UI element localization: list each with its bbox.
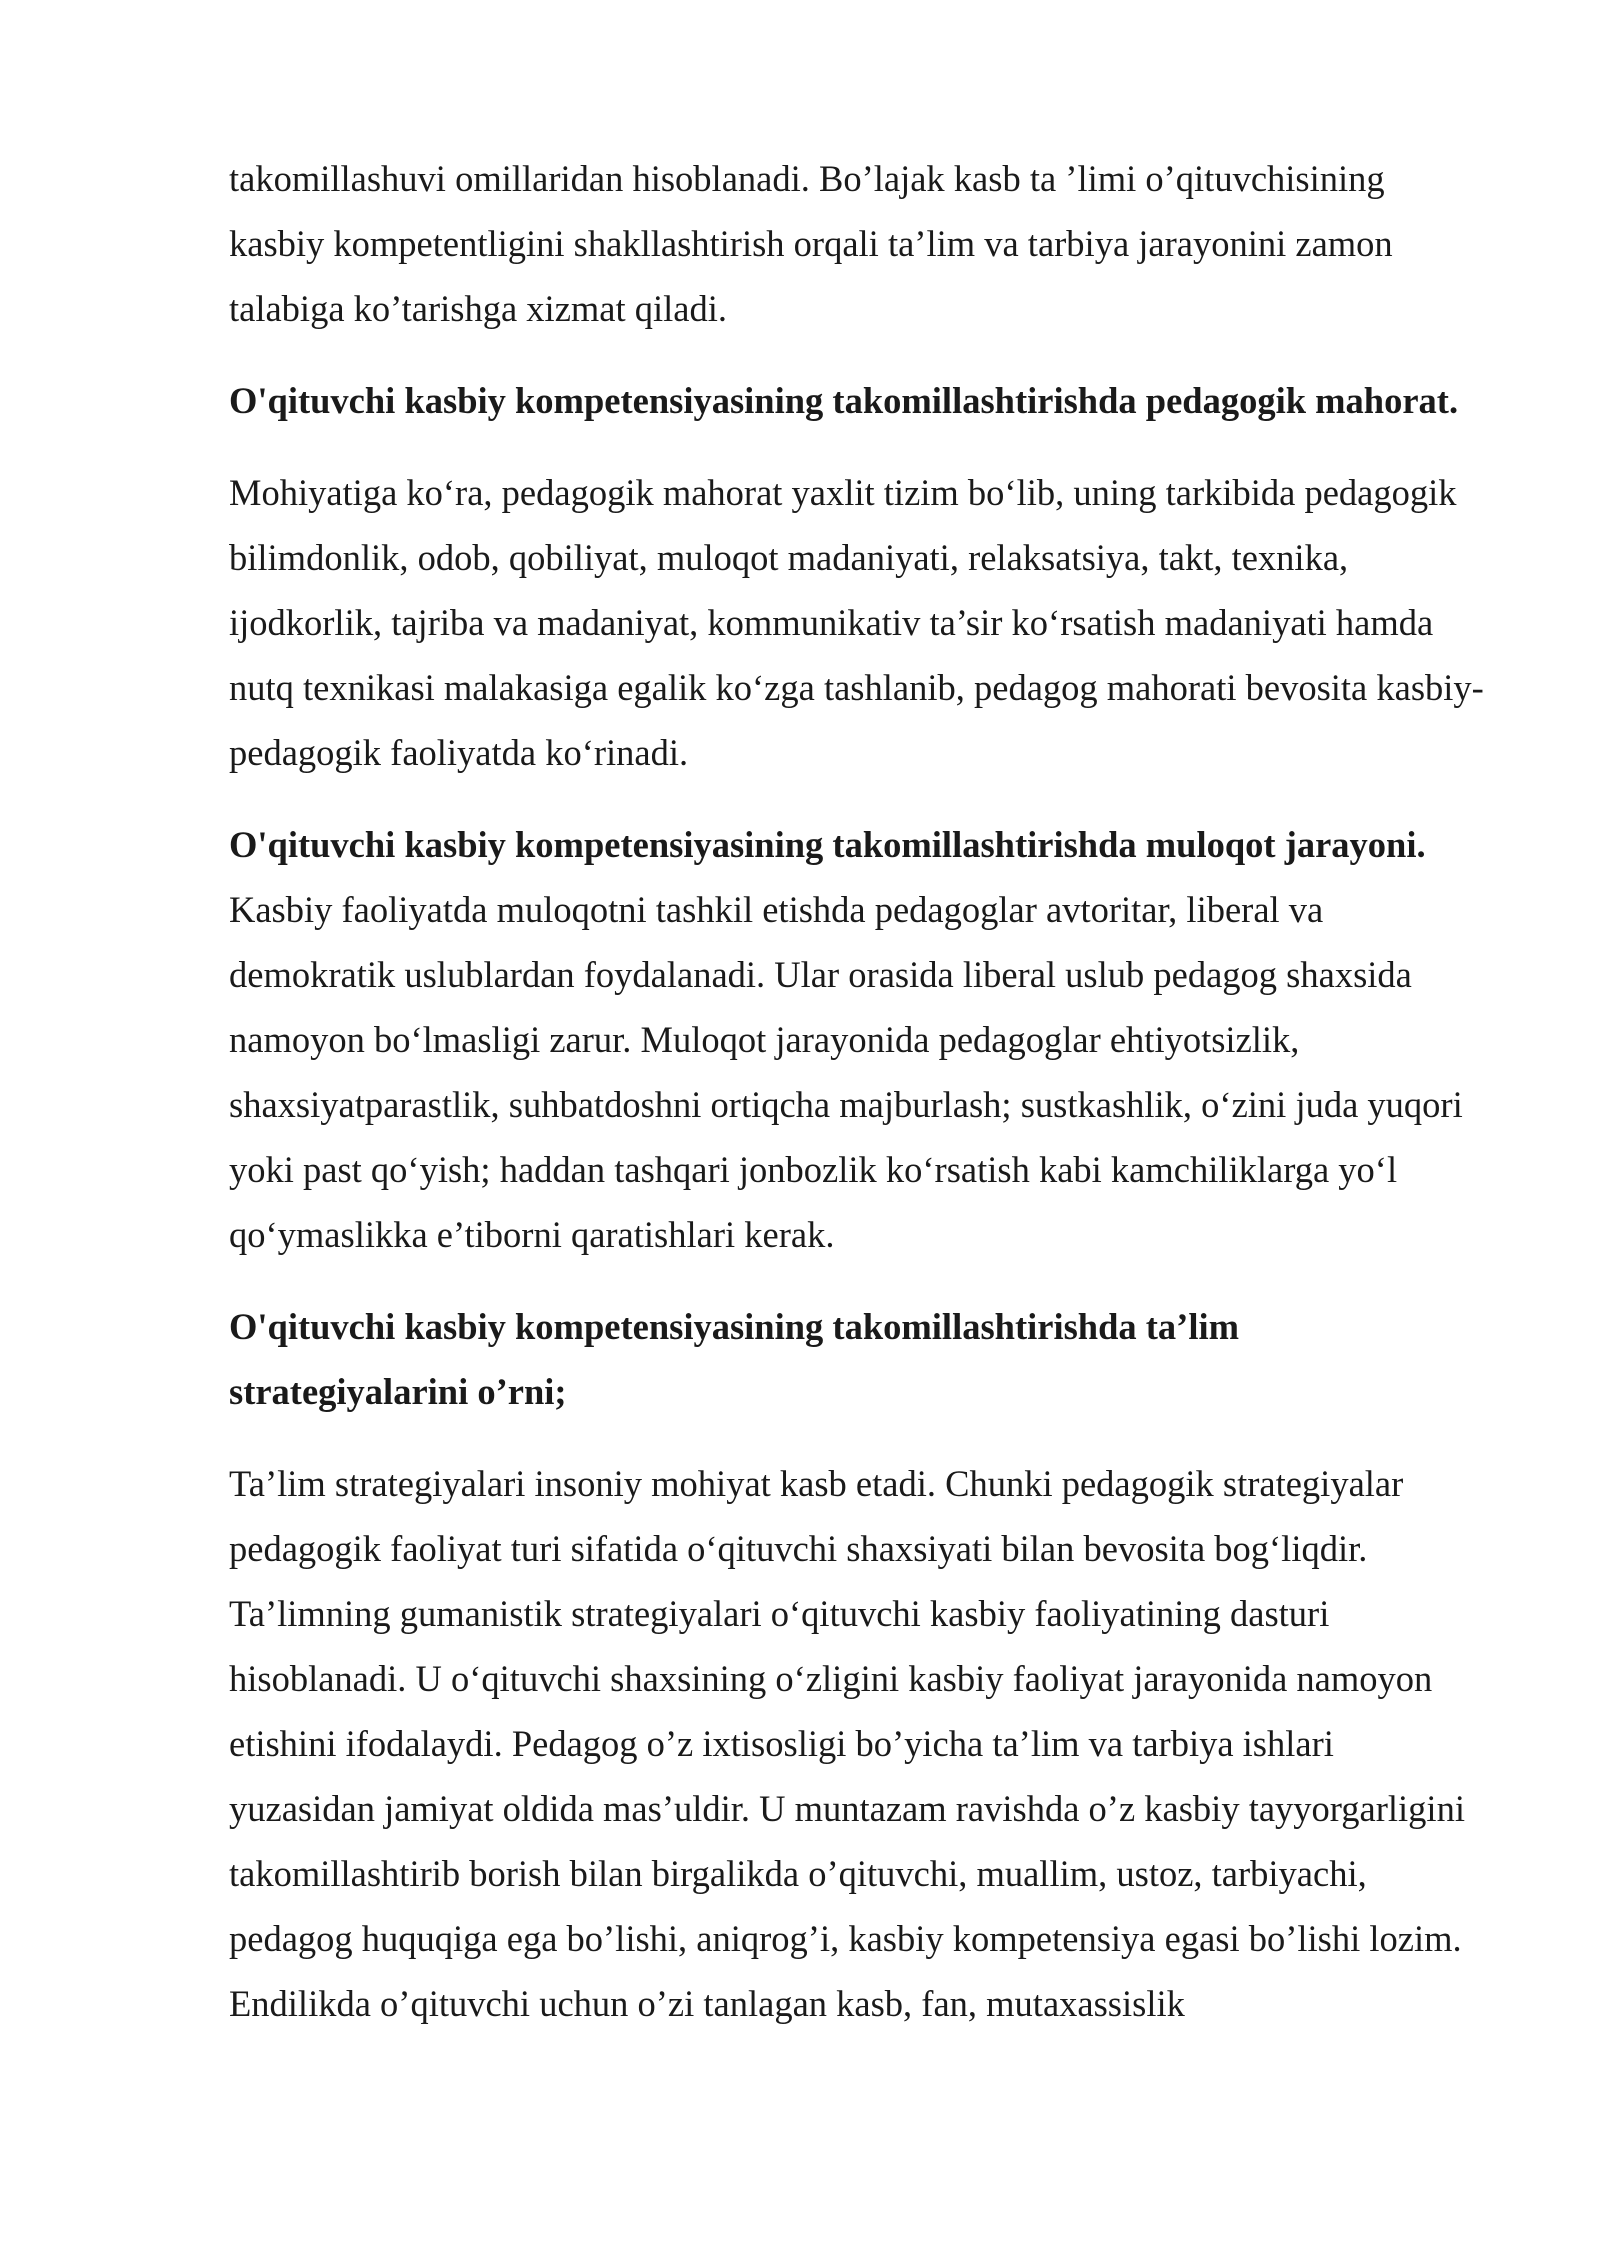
heading-pedagogik-mahorat: O'qituvchi kasbiy kompetensiyasining takomillashtirishda pedagogik mahorat. — [229, 380, 1459, 421]
document-body — [229, 146, 1484, 2036]
paragraph-2: Mohiyatiga ko‘ra, pedagogik mahorat yaxlit tizim bo‘lib, uning tarkibida pedagogik bilimdonlik, odob, qobiliyat, muloqot madaniyati, relaksatsiya, takt, texnika, ijodkorlik, tajriba va madaniyat, kommunikativ ta’sir ko‘rsatish madaniyati hamda nutq texnikasi malakasiga egalik ko‘zga tashlanib, pedagog mahorati bevosita kasbiy-pedagogik faoliyatda ko‘rinadi. — [229, 472, 1484, 773]
paragraph-1: takomillashuvi omillaridan hisoblanadi. Bo’lajak kasb ta ’limi o’qituvchisining kasbiy kompetentligini shakllashtirish orqali ta’lim va tarbiya jarayonini zamon talabiga ko’tarishga xizmat qiladi. — [229, 158, 1393, 329]
heading-talim-strategiyalari: O'qituvchi kasbiy kompetensiyasining takomillashtirishda ta’lim strategiyalarini o’rni; — [229, 1306, 1240, 1412]
paragraph-4: Ta’lim strategiyalari insoniy mohiyat kasb etadi. Chunki pedagogik strategiyalar pedagogik faoliyat turi sifatida o‘qituvchi shaxsiyati bilan bevosita bog‘liqdir. Ta’limning gumanistik strategiyalari o‘qituvchi kasbiy faoliyatining dasturi hisoblanadi. U o‘qituvchi shaxsining o‘zligini kasbiy faoliyat jarayonida namoyon etishini ifodalaydi. Pedagog o’z ixtisosligi bo’yicha ta’lim va tarbiya ishlari yuzasidan jamiyat oldida mas’uldir. U muntazam ravishda o’z kasbiy tayyorgarligini takomillashtirib borish bilan birgalikda o’qituvchi, muallim, ustoz, tarbiyachi, pedagog huquqiga ega bo’lishi, aniqrog’i, kasbiy kompetensiya egasi bo’lishi lozim. Endilikda o’qituvchi uchun o’zi tanlagan kasb, fan, mutaxassislik — [229, 1463, 1465, 2024]
paragraph-3: Kasbiy faoliyatda muloqotni tashkil etishda pedagoglar avtoritar, liberal va demokratik uslublardan foydalanadi. Ular orasida liberal uslub pedagog shaxsida namoyon bo‘lmasligi zarur. Muloqot jarayonida pedagoglar ehtiyotsizlik, shaxsiyatparastlik, suhbatdoshni ortiqcha majburlash; sustkashlik, o‘zini juda yuqori yoki past qo‘yish; haddan tashqari jonbozlik ko‘rsatish kabi kamchiliklarga yo‘l qo‘ymaslikka e’tiborni qaratishlari kerak. — [229, 889, 1463, 1255]
heading-muloqot-jarayoni: O'qituvchi kasbiy kompetensiyasining takomillashtirishda muloqot jarayoni. — [229, 824, 1426, 865]
